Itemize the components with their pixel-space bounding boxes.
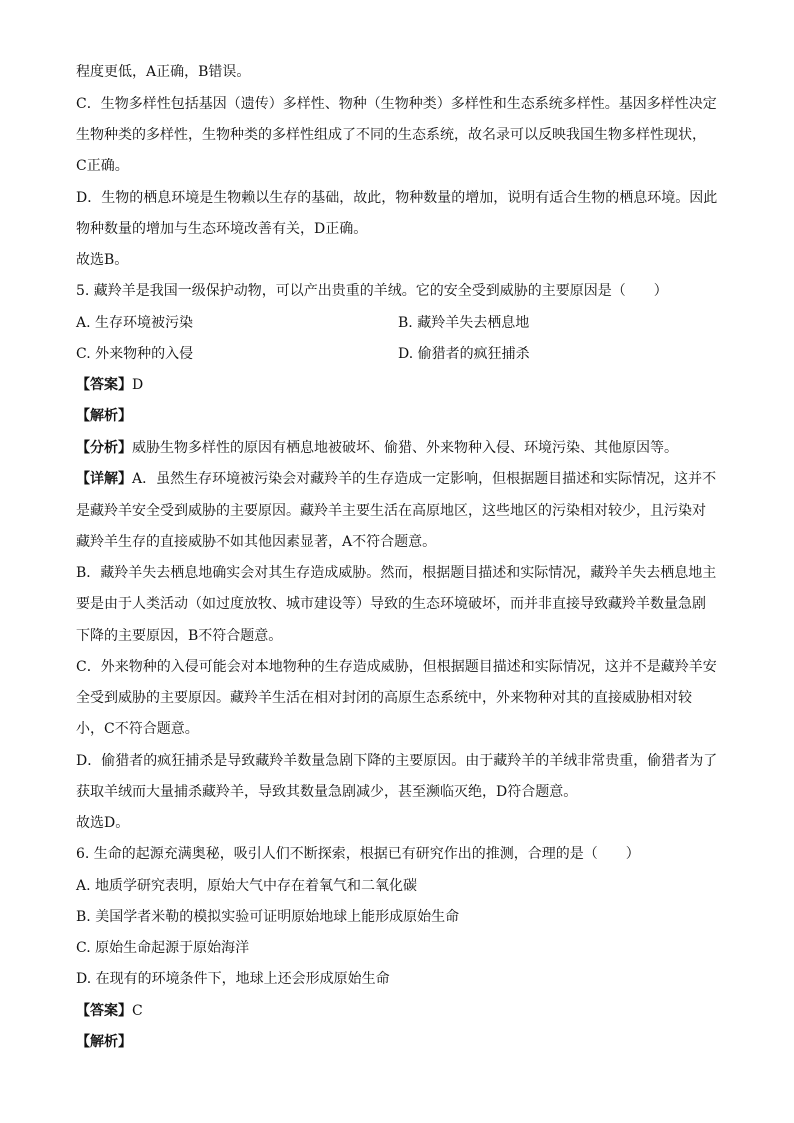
- q5-fenxi-line: [76, 439, 678, 457]
- q6-option-d: D. 在现有的环境条件下，地球上还会形成原始生命: [76, 971, 390, 987]
- text-line: 故选D。: [76, 815, 130, 831]
- analysis-tag: 【解析】: [76, 1034, 132, 1050]
- fenxi-text: 威胁生物多样性的原因有栖息地被破坏、偷猎、外来物种入侵、环境污染、其他原因等。: [132, 440, 678, 456]
- q6-option-b: B. 美国学者米勒的模拟实验可证明原始地球上能形成原始生命: [76, 909, 460, 925]
- text-line: 故选B。: [76, 252, 129, 268]
- text-line: 全受到威胁的主要原因。藏羚羊生活在相对封闭的高原生态系统中，外来物种对其的直接威胁相对较: [76, 690, 692, 706]
- q6-answer-line: [76, 1002, 143, 1020]
- q6-option-a: A. 地质学研究表明，原始大气中存在着氧气和二氧化碳: [76, 878, 418, 894]
- text-line: 程度更低，A正确，B错误。: [76, 64, 251, 80]
- question-6-stem: 6. 生命的起源充满奥秘，吸引人们不断探索，根据已有研究作出的推测，合理的是（ ）: [76, 846, 640, 862]
- q5-option-c: C. 外来物种的入侵: [76, 346, 194, 362]
- question-5-stem: 5. 藏羚羊是我国一级保护动物，可以产出贵重的羊绒。它的安全受到威胁的主要原因是（ ）: [76, 283, 668, 299]
- text-line: 生物种类的多样性，生物种类的多样性组成了不同的生态系统，故名录可以反映我国生物多样性现状，: [76, 127, 706, 143]
- text-line: D．生物的栖息环境是生物赖以生存的基础，故此，物种数量的增加，说明有适合生物的栖息环境。因此: [76, 190, 718, 206]
- text-line: C．外来物种的入侵可能会对本地物种的生存造成威胁，但根据题目描述和实际情况，这并不是藏羚羊安: [76, 659, 717, 675]
- text-line: 是藏羚羊安全受到威胁的主要原因。藏羚羊主要生活在高原地区，这些地区的污染相对较少，且污染对: [76, 503, 706, 519]
- q5-option-a: A. 生存环境被污染: [76, 315, 194, 331]
- answer-value: C: [132, 1003, 143, 1019]
- answer-tag: 【答案】: [76, 377, 132, 393]
- q6-analysis-tag: [76, 1033, 132, 1051]
- text-line: C．生物多样性包括基因（遗传）多样性、物种（生物种类）多样性和生态系统多样性。基因多样性决定: [76, 96, 717, 112]
- text-line: D．偷猎者的疯狂捕杀是导致藏羚羊数量急剧下降的主要原因。由于藏羚羊的羊绒非常贵重，偷猎者为了: [76, 753, 718, 769]
- text-line: 物种数量的增加与生态环境改善有关，D正确。: [76, 221, 368, 237]
- text-line: C正确。: [76, 158, 129, 174]
- answer-value: D: [132, 377, 144, 393]
- text-line: B．藏羚羊失去栖息地确实会对其生存造成威胁。然而，根据题目描述和实际情况，藏羚羊失去栖息地主: [76, 565, 717, 581]
- q5-xiangjie-line: [76, 470, 716, 488]
- xiangjie-tag: 【详解】: [76, 471, 132, 487]
- text-line: 下降的主要原因，B不符合题意。: [76, 628, 283, 644]
- xiangjie-text: A．虽然生存环境被污染会对藏羚羊的生存造成一定影响，但根据题目描述和实际情况，这并不: [132, 471, 717, 487]
- q5-option-b: B. 藏羚羊失去栖息地: [398, 315, 530, 331]
- analysis-tag: 【解析】: [76, 408, 132, 424]
- text-line: 获取羊绒而大量捕杀藏羚羊，导致其数量急剧减少，甚至濒临灭绝，D符合题意。: [76, 784, 578, 800]
- fenxi-tag: 【分析】: [76, 440, 132, 456]
- q5-answer-line: [76, 376, 143, 394]
- q5-analysis-tag: [76, 407, 132, 425]
- text-line: 小，C不符合题意。: [76, 721, 199, 737]
- text-line: 要是由于人类活动（如过度放牧、城市建设等）导致的生态环境破坏，而并非直接导致藏羚羊数量急剧: [76, 596, 706, 612]
- q5-option-d: D. 偷猎者的疯狂捕杀: [398, 346, 530, 362]
- q6-option-c: C. 原始生命起源于原始海洋: [76, 940, 250, 956]
- text-line: 藏羚羊生存的直接威胁不如其他因素显著，A不符合题意。: [76, 534, 437, 550]
- answer-tag: 【答案】: [76, 1003, 132, 1019]
